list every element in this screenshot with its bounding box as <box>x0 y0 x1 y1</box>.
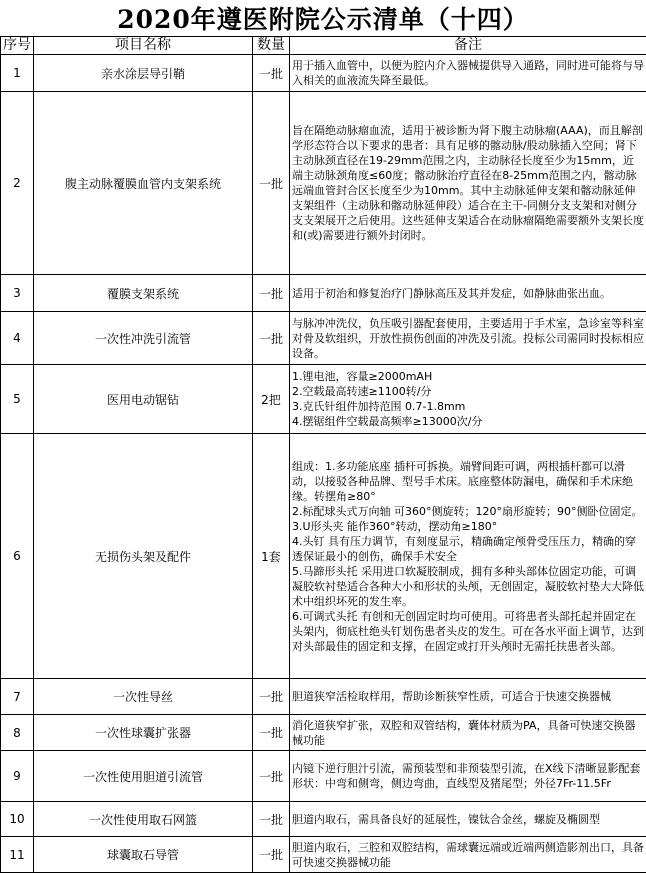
note-line: 5.马蹄形头托 采用进口软凝胶制成，拥有多种头部体位固定功能，可调凝胶软衬垫适合各种大小和形状的头颅，无创固定，凝胶软衬垫大大降低术中组织坏死的发生率。 <box>292 564 644 609</box>
row-qty: 一批 <box>253 715 290 751</box>
row-no: 5 <box>1 365 34 434</box>
row-note: 消化道狭窄扩张，双腔和双管结构，囊体材质为PA，具备可快速交换器械功能 <box>290 715 646 751</box>
note-line: 3.U形头夹 能作360°转动，摆动角≥180° <box>292 519 644 534</box>
row-name: 球囊取石导管 <box>34 837 253 873</box>
row-no: 11 <box>1 837 34 873</box>
note-line: 组成：1.多功能底座 插杆可拆换。端臂间距可调，两根插杆都可以滑动，以接驳各种品牌、型号手术床。底座整体防漏电，确保和手术床绝缘。转摆角≥80° <box>292 459 644 504</box>
table-row <box>1 679 646 715</box>
note-line: 6.可调式头托 有创和无创固定时均可使用。可将患者头部托起并固定在头架内，彻底杜绝头钉划伤患者头皮的发生。可在各水平面上调节，达到对头部最佳的固定和支撑，在固定或打开头颅时无需托扶患者头部。 <box>292 609 644 654</box>
row-no: 10 <box>1 802 34 837</box>
row-note <box>290 365 646 434</box>
row-name: 一次性使用胆道引流管 <box>34 751 253 802</box>
row-name: 腹主动脉覆膜血管内支架系统 <box>34 92 253 275</box>
table-row <box>1 715 646 751</box>
row-no: 3 <box>1 275 34 312</box>
table-row <box>1 837 646 873</box>
table-row <box>1 55 646 92</box>
note-line: 3.克氏针组件加持范围 0.7-1.8mm <box>292 399 644 414</box>
table-row <box>1 751 646 802</box>
table-row <box>1 365 646 434</box>
row-qty: 一批 <box>253 275 290 312</box>
row-name: 一次性球囊扩张器 <box>34 715 253 751</box>
row-name: 医用电动锯钻 <box>34 365 253 434</box>
page-title: 2020年遵医附院公示清单（十四） <box>0 4 646 36</box>
row-qty: 2把 <box>253 365 290 434</box>
row-note: 胆道内取石，需具备良好的延展性，镍钛合金丝，螺旋及椭圆型 <box>290 802 646 837</box>
note-line: 1.锂电池，容量≥2000mAH <box>292 369 644 384</box>
note-line: 4.头钉 具有压力调节，有刻度显示，精确确定颅骨受压压力，精确的穿透保证最小的创伤，确保手术安全 <box>292 534 644 564</box>
row-qty: 一批 <box>253 55 290 92</box>
row-qty: 一批 <box>253 679 290 715</box>
row-name: 一次性使用取石网篮 <box>34 802 253 837</box>
row-note: 旨在隔绝动脉瘤血流，适用于被诊断为肾下腹主动脉瘤(AAA)，而且解剖学形态符合以下要求的患者：具有足够的髂动脉/股动脉插入空间；肾下主动脉颈直径在19-29mm范围之内，主动脉径长度至少为15mm，近端主动脉颈角度≤60度；髂动脉治疗直径在8-25mm范围之内，髂动脉远端血管封合区长度至少为10mm。其中主动脉延伸支架和髂动脉延伸支架组件（主动脉和髂动脉延伸段）适合在主干-同侧分支支架和对侧分支支架展开之后使用。这些延伸支架适合在动脉瘤隔绝需要额外支架长度和(或)需要进行额外封闭时。 <box>290 92 646 275</box>
row-no: 4 <box>1 312 34 365</box>
row-note: 胆道狭窄活检取样用，帮助诊断狭窄性质，可适合于快速交换器械 <box>290 679 646 715</box>
row-name: 亲水涂层导引鞘 <box>34 55 253 92</box>
row-note <box>290 434 646 679</box>
note-line: 2.标配球头式万向轴 可360°侧旋转；120°扇形旋转；90°侧卧位固定。 <box>292 504 644 519</box>
table-row <box>1 434 646 679</box>
header-row <box>1 37 646 55</box>
note-line: 4.摆锯组件空载最高频率≥13000次/分 <box>292 414 644 429</box>
row-qty: 一批 <box>253 312 290 365</box>
table-row <box>1 802 646 837</box>
header-no: 序号 <box>1 37 34 55</box>
notice-table <box>0 36 646 873</box>
header-name: 项目名称 <box>34 37 253 55</box>
row-note: 胆道内取石，三腔和双腔结构，需球囊远端或近端两侧造影剂出口，具备可快速交换器械功能 <box>290 837 646 873</box>
row-note: 适用于初治和修复治疗门静脉高压及其并发症，如静脉曲张出血。 <box>290 275 646 312</box>
row-qty: 一批 <box>253 92 290 275</box>
table-row <box>1 92 646 275</box>
row-note: 内镜下逆行胆汁引流，需预装型和非预装型引流，在X线下清晰显影配套形状：中弯和侧弯，侧边弯曲，直线型及猪尾型；外径7Fr-11.5Fr <box>290 751 646 802</box>
header-note: 备注 <box>290 37 646 55</box>
row-qty: 一批 <box>253 751 290 802</box>
row-no: 1 <box>1 55 34 92</box>
row-name: 一次性冲洗引流管 <box>34 312 253 365</box>
row-qty: 一批 <box>253 837 290 873</box>
row-no: 9 <box>1 751 34 802</box>
header-qty: 数量 <box>253 37 290 55</box>
row-no: 2 <box>1 92 34 275</box>
row-name: 无损伤头架及配件 <box>34 434 253 679</box>
row-note: 与脉冲冲洗仪，负压吸引器配套使用，主要适用于手术室，急诊室等科室对骨及软组织，开放性损伤创面的冲洗及引流。投标公司需同时投标相应设备。 <box>290 312 646 365</box>
row-qty: 一批 <box>253 802 290 837</box>
note-line: 2.空载最高转速≥1100转/分 <box>292 384 644 399</box>
row-name: 覆膜支架系统 <box>34 275 253 312</box>
table-row <box>1 275 646 312</box>
row-note: 用于插入血管中，以便为腔内介入器械提供导入通路，同时进可能将与导入相关的血液流失降至最低。 <box>290 55 646 92</box>
table-row <box>1 312 646 365</box>
row-no: 6 <box>1 434 34 679</box>
row-no: 7 <box>1 679 34 715</box>
row-no: 8 <box>1 715 34 751</box>
row-name: 一次性导丝 <box>34 679 253 715</box>
row-qty: 1套 <box>253 434 290 679</box>
